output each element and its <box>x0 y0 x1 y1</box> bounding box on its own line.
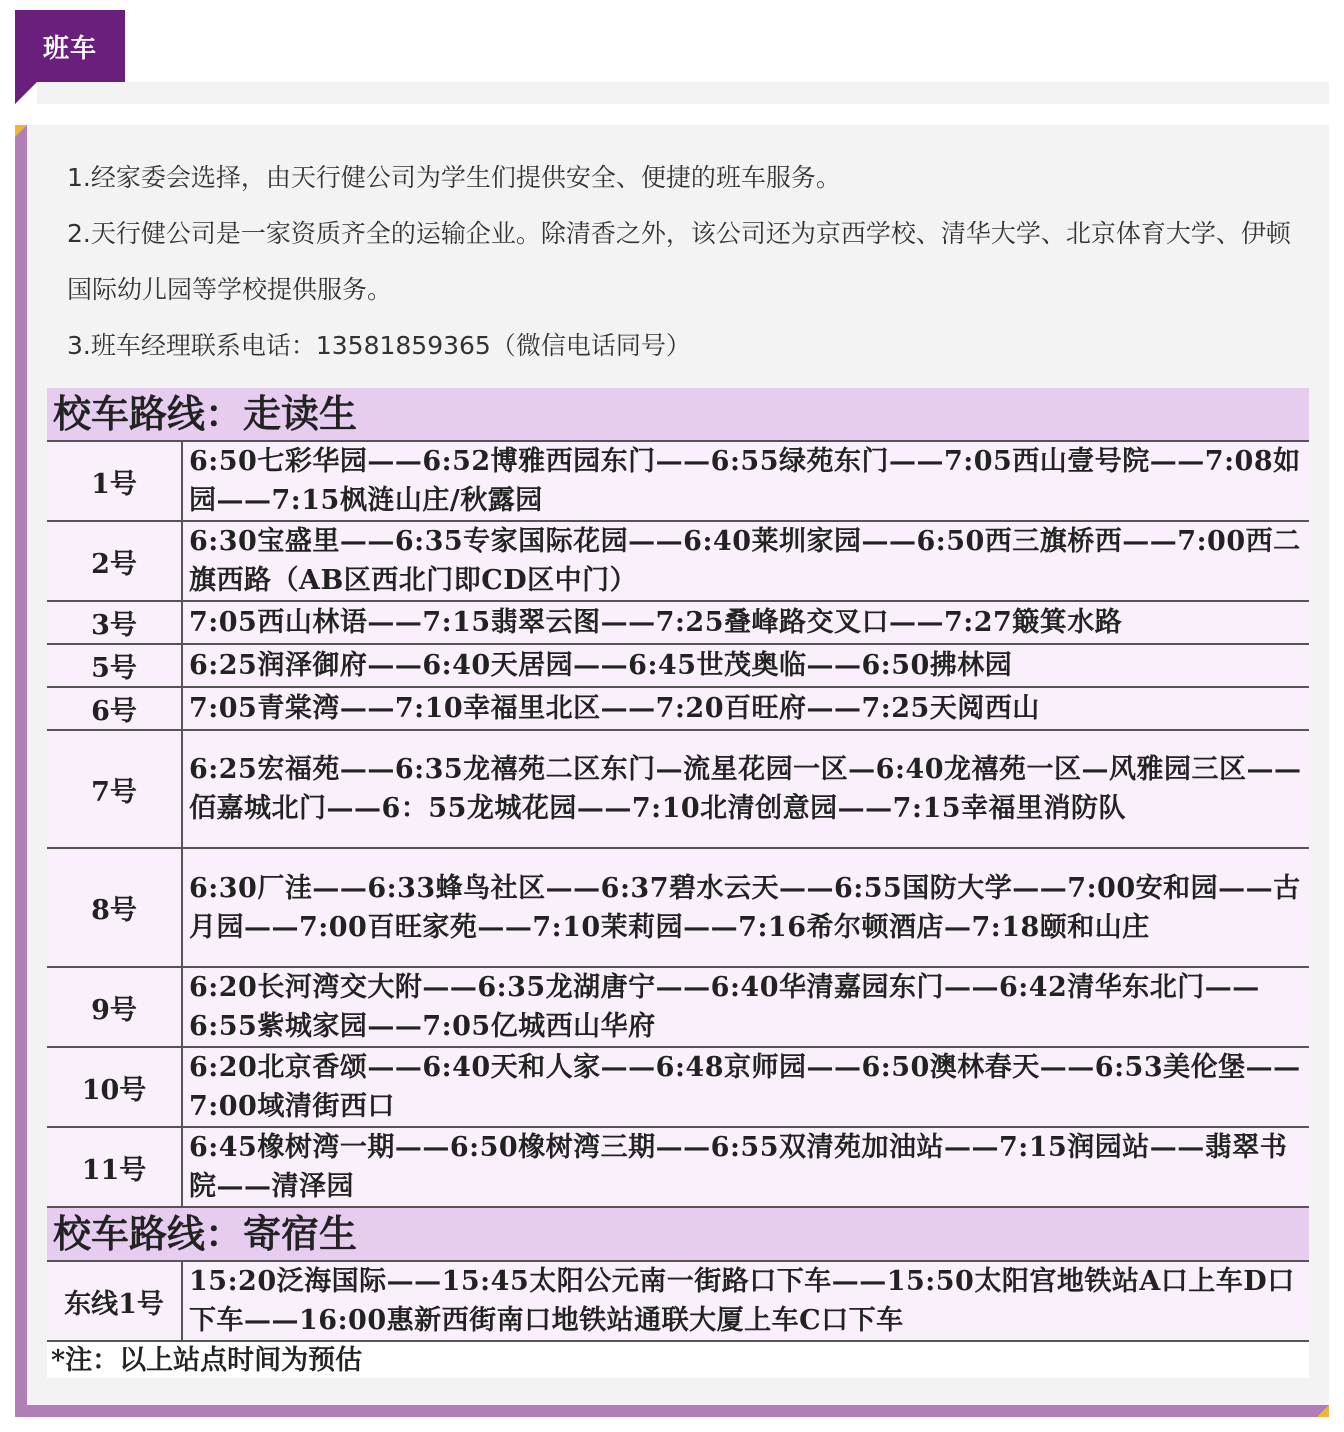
route-stops: 7:05青棠湾——7:10幸福里北区——7:20百旺府——7:25天阅西山 <box>182 687 1309 730</box>
route-row <box>47 1047 1309 1127</box>
route-stops: 6:20北京香颂——6:40天和人家——6:48京师园——6:50澳林春天——6:53美伦堡——7:00域清街西口 <box>182 1047 1309 1127</box>
route-number: 11号 <box>47 1127 182 1207</box>
intro-line-1: 1.经家委会选择，由天行健公司为学生们提供安全、便捷的班车服务。 <box>67 163 841 192</box>
route-stops: 6:50七彩华园——6:52博雅西园东门——6:55绿苑东门——7:05西山壹号院——7:08如园——7:15枫涟山庄/秋露园 <box>182 442 1309 521</box>
route-number: 7号 <box>47 730 182 848</box>
route-number: 5号 <box>47 644 182 687</box>
dorm-routes-table <box>47 1262 1309 1342</box>
day-section-title: 校车路线：走读生 <box>47 388 1309 442</box>
route-row <box>47 1127 1309 1207</box>
route-row <box>47 601 1309 644</box>
route-number: 1号 <box>47 442 182 521</box>
intro-line-2: 2.天行健公司是一家资质齐全的运输企业。除清香之外，该公司还为京西学校、清华大学、北京体育大学、伊顿国际幼儿园等学校提供服务。 <box>67 219 1291 304</box>
route-row <box>47 442 1309 521</box>
route-row <box>47 644 1309 687</box>
header-bar <box>37 82 1329 104</box>
route-number: 东线1号 <box>47 1262 182 1341</box>
route-stops: 6:25润泽御府——6:40天居园——6:45世茂奥临——6:50拂林园 <box>182 644 1309 687</box>
route-stops: 6:30宝盛里——6:35专家国际花园——6:40莱圳家园——6:50西三旗桥西——7:00西二旗西路（AB区西北门即CD区中门） <box>182 521 1309 601</box>
route-stops: 6:25宏福苑——6:35龙禧苑二区东门—流星花园一区—6:40龙禧苑一区—风雅园三区——佰嘉城北门——6：55龙城花园——7:10北清创意园——7:15幸福里消防队 <box>182 730 1309 848</box>
route-number: 10号 <box>47 1047 182 1127</box>
route-number: 6号 <box>47 687 182 730</box>
route-row <box>47 687 1309 730</box>
schedule-note: *注：以上站点时间为预估 <box>47 1342 1309 1378</box>
route-row <box>47 848 1309 967</box>
tag-fold <box>15 82 37 104</box>
card-corner-bottom-right <box>1317 1405 1329 1417</box>
intro-line-3: 3.班车经理联系电话：13581859365（微信电话同号） <box>67 331 691 360</box>
bus-schedule <box>47 388 1309 1378</box>
route-row <box>47 521 1309 601</box>
route-stops: 15:20泛海国际——15:45太阳公元南一街路口下车——15:50太阳宫地铁站A口上车D口下车——16:00惠新西街南口地铁站通联大厦上车C口下车 <box>182 1262 1309 1341</box>
card-corner-top-left <box>15 125 27 137</box>
route-number: 3号 <box>47 601 182 644</box>
day-routes-table <box>47 442 1309 1208</box>
route-row <box>47 1262 1309 1341</box>
route-stops: 6:20长河湾交大附——6:35龙湖唐宁——6:40华清嘉园东门——6:42清华东北门——6:55紫城家园——7:05亿城西山华府 <box>182 967 1309 1047</box>
route-stops: 6:45橡树湾一期——6:50橡树湾三期——6:55双清苑加油站——7:15润园站——翡翠书院——清泽园 <box>182 1127 1309 1207</box>
section-tag: 班车 <box>15 10 125 82</box>
route-row <box>47 967 1309 1047</box>
route-stops: 6:30厂洼——6:33蜂鸟社区——6:37碧水云天——6:55国防大学——7:00安和园——古月园——7:00百旺家苑——7:10茉莉园——7:16希尔顿酒店—7:18颐和山庄 <box>182 848 1309 967</box>
route-number: 9号 <box>47 967 182 1047</box>
route-row <box>47 730 1309 848</box>
intro-text <box>67 150 1297 374</box>
route-number: 2号 <box>47 521 182 601</box>
route-stops: 7:05西山林语——7:15翡翠云图——7:25叠峰路交叉口——7:27簸箕水路 <box>182 601 1309 644</box>
route-number: 8号 <box>47 848 182 967</box>
dorm-section-title: 校车路线：寄宿生 <box>47 1208 1309 1262</box>
